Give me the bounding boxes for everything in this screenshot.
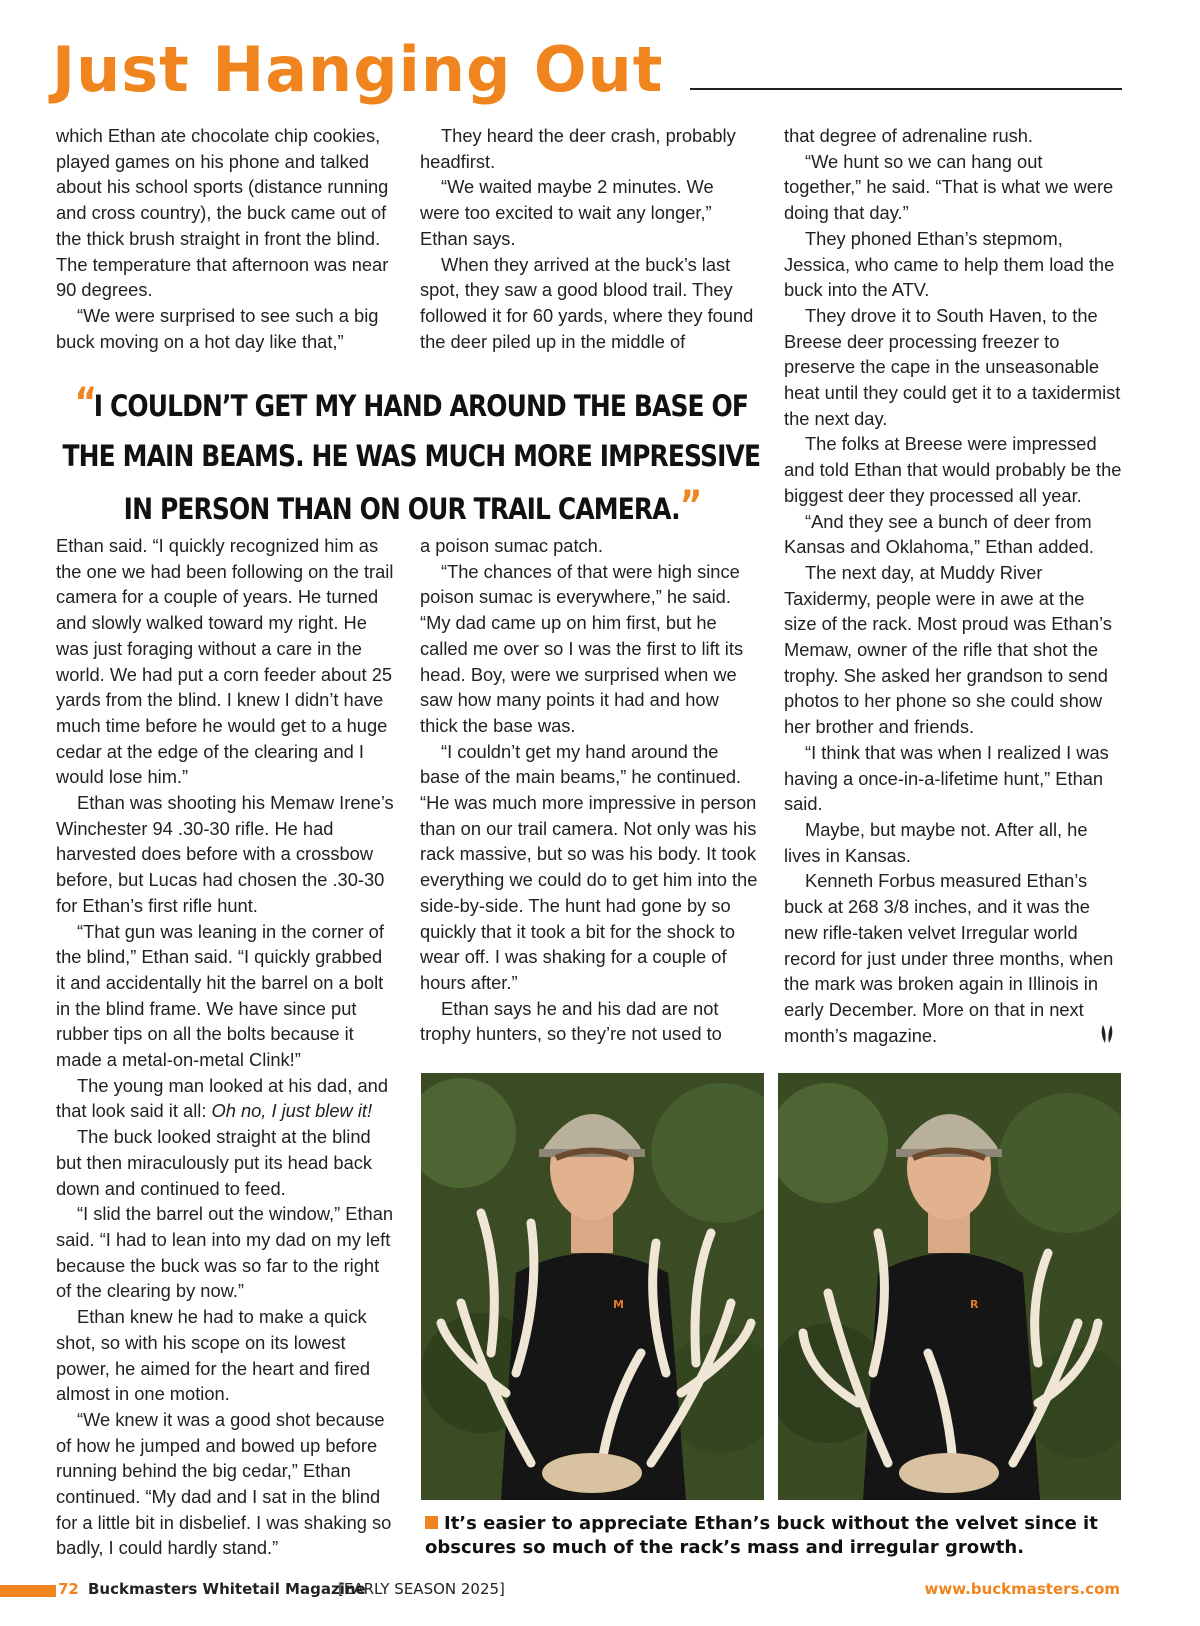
paragraph-text: The young man looked at his dad, and that look said it all: (56, 1074, 388, 1122)
bottom-column-1 (56, 533, 394, 1561)
paragraph (56, 1073, 394, 1124)
paragraph: that degree of adrenaline rush. (784, 125, 1034, 146)
paragraph: which Ethan ate chocolate chip cookies, played games on his phone and talked about his school sports (distance running and cross country), the buck came out of the thick brush straight in front the blind. The temperature that afternoon was near 90 degrees. (56, 125, 389, 301)
photo-caption-text: It’s easier to appreciate Ethan’s buck without the velvet since it obscures so much of the rack’s mass and irregular growth. (425, 1513, 1098, 1558)
title-rule (690, 88, 1122, 90)
paragraph: They drove it to South Haven, to the Breese deer processing freezer to preserve the cape in the unseasonable heat until they could get it to a taxidermist the next day. (784, 304, 1121, 429)
paragraph: The next day, at Muddy River Taxidermy, people were in awe at the size of the rack. Most proud was Ethan’s Memaw, owner of the rifle that shot the trophy. She asked her grandson to send photos to her phone so she could show her brother and friends. (784, 561, 1112, 738)
page-footer (0, 1578, 1200, 1600)
paragraph: “And they see a bunch of deer from Kansas and Oklahoma,” Ethan added. (784, 510, 1094, 558)
pull-quote (54, 378, 769, 534)
paragraph: “We hunt so we can hang out together,” he said. “That is what we were doing that day.” (784, 150, 1114, 224)
page-number: 72 (58, 1580, 79, 1598)
paragraph: Kenneth Forbus measured Ethan’s buck at 268 3/8 inches, and it was the new rifle-taken velvet Irregular world record for just under three months, when the mark was broken again in Illinois in early December. More on that in next month’s magazine. (784, 870, 1114, 1046)
italic-thought: Oh no, I just blew it! (211, 1100, 373, 1122)
shirt-text: R (970, 1298, 979, 1311)
paragraph: The buck looked straight at the blind but then miraculously put its head back down and continued to feed. (56, 1126, 373, 1199)
website-link[interactable]: www.buckmasters.com (924, 1580, 1120, 1598)
photo-caption (425, 1512, 1135, 1560)
right-column (784, 123, 1122, 1048)
paragraph: “We knew it was a good shot because of how he jumped and bowed up before running behind the big cedar,” Ethan continued. “My dad and I sat in the blind for a little bit in disbelief. I was shaking so badly, I could hardly stand.” (56, 1408, 392, 1559)
paragraph: a poison sumac patch. (420, 535, 603, 556)
photo-right (778, 1073, 1121, 1500)
paragraph: “We were surprised to see such a big buck moving on a hot day like that,” (56, 304, 379, 352)
pull-quote-text: I COULDN’T GET MY HAND AROUND THE BASE OF THE MAIN BEAMS. HE WAS MUCH MORE IMPRESSIVE IN PERSON THAN ON OUR TRAIL CAMERA. (62, 389, 761, 526)
magazine-name: Buckmasters Whitetail Magazine (88, 1580, 366, 1598)
paragraph: They phoned Ethan’s stepmom, Jessica, who came to help them load the buck into the ATV. (784, 227, 1115, 301)
orange-square-icon (425, 1516, 438, 1529)
paragraph: Ethan said. “I quickly recognized him as the one we had been following on the trail camera for a couple of years. He turned and slowly walked toward my right. He was just foraging without a care in the world. We had put a corn feeder about 25 yards from the blind. I knew I didn’t have much time before he would get to a huge cedar at the edge of the clearing and I would lose him.” (56, 535, 394, 788)
paragraph: Ethan was shooting his Memaw Irene’s Winchester 94 .30-30 rifle. He had harvested does before with a crossbow before, but Lucas had chosen the .30-30 for Ethan’s first rifle hunt. (56, 792, 394, 916)
issue-label: [EARLY SEASON 2025] (338, 1580, 505, 1598)
buckmasters-track-icon (1100, 1024, 1114, 1049)
bottom-column-2 (420, 533, 760, 1047)
paragraph: They heard the deer crash, probably headfirst. (420, 125, 736, 172)
shirt-text: M (613, 1298, 624, 1311)
paragraph: “That gun was leaning in the corner of the blind,” Ethan said. “I quickly grabbed it and accidentally hit the barrel on a bolt in the blind frame. We have since put rubber tips on all the bolts because it made a metal-on-metal Clink!” (56, 920, 384, 1071)
top-column-2 (420, 123, 755, 354)
paragraph: Ethan says he and his dad are not trophy hunters, so they’re not used to (420, 997, 722, 1045)
paragraph: “The chances of that were high since poison sumac is everywhere,” he said. “My dad came up on him first, but he called me over so I was the first to lift its head. Boy, were we surprised when we saw how many points it had and how thick the base was. (420, 560, 744, 736)
paragraph: “I slid the barrel out the window,” Ethan said. “I had to lean into my dad on my left because the buck was so far to the right of the clearing by now.” (56, 1203, 394, 1302)
paragraph: Maybe, but maybe not. After all, he lives in Kansas. (784, 818, 1088, 866)
paragraph: “We waited maybe 2 minutes. We were too excited to wait any longer,” Ethan says. (420, 176, 714, 249)
footer-accent-bar (0, 1585, 56, 1597)
paragraph: “I couldn’t get my hand around the base of the main beams,” he continued. “He was much more impressive in person than on our trail camera. Not only was his rack massive, but so was his body. It took everything we could do to get him into the side-by-side. The hunt had gone by so quickly that it took a bit for the shock to wear off. I was shaking for a couple of hours after.” (420, 740, 758, 993)
top-column-1 (56, 123, 391, 354)
photo-left (421, 1073, 764, 1500)
close-quote-mark: ” (679, 483, 699, 529)
article-title: Just Hanging Out (52, 33, 664, 106)
open-quote-mark: “ (74, 380, 94, 426)
paragraph: “I think that was when I realized I was having a once-in-a-lifetime hunt,” Ethan said. (784, 741, 1109, 815)
paragraph: When they arrived at the buck’s last spot, they saw a good blood trail. They followed it for 60 yards, where they found the deer piled up in the middle of (420, 253, 754, 352)
paragraph: The folks at Breese were impressed and told Ethan that would probably be the biggest deer they processed all year. (784, 433, 1122, 506)
paragraph: Ethan knew he had to make a quick shot, so with his scope on its lowest power, he aimed for the heart and fired almost in one motion. (56, 1306, 371, 1405)
